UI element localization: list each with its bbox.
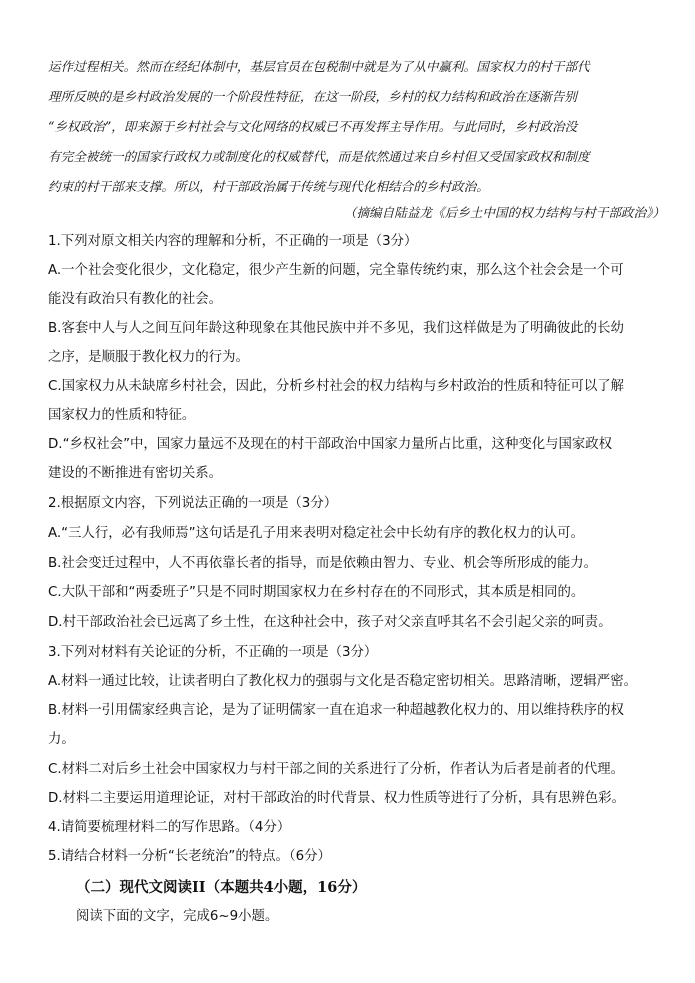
option-1b: B.客套中人与人之间互问年龄这种现象在其他民族中并不多见，我们这样做是为了明确彼此的长幼 <box>48 321 624 336</box>
option-3b: B.材料一引用儒家经典言论，是为了证明儒家一直在追求一种超越教化权力的、用以维持秩序的权 <box>48 703 624 718</box>
section-title: （二）现代文阅读II（本题共4小题，16分） <box>76 879 367 896</box>
passage-source: （摘编自陆益龙《后乡土中国的权力结构与村干部政治》） <box>343 205 665 220</box>
option-2d: D.村干部政治社会已远离了乡土性，在这种社会中，孩子对父亲直呼其名不会引起父亲的呵责。 <box>48 615 612 630</box>
passage-line: 有完全被统一的国家行政权力或制度化的权威替代，而是依然通过来自乡村但又受国家政权和制度 <box>48 149 590 164</box>
option-2a: A.“三人行，必有我师焉”这句话是孔子用来表明对稳定社会中长幼有序的教化权力的认可。 <box>48 526 584 541</box>
option-3a: A.材料一通过比较，让读者明白了教化权力的强弱与文化是否稳定密切相关。思路清晰，逻辑严密。 <box>48 674 637 689</box>
passage-line: 约束的村干部来支撑。所以，村干部政治属于传统与现代化相结合的乡村政治。 <box>48 179 489 194</box>
section-instruction: 阅读下面的文字，完成6~9小题。 <box>76 909 279 924</box>
option-1a: A.一个社会变化很少，文化稳定，很少产生新的问题，完全靠传统约束，那么这个社会会是一个可 <box>48 263 624 278</box>
option-1a-cont: 能没有政治只有教化的社会。 <box>48 292 223 307</box>
question-stem-1: 1.下列对原文相关内容的理解和分析，不正确的一项是（3分） <box>48 234 418 249</box>
option-3c: C.材料二对后乡土社会中国家权力与村干部之间的关系进行了分析，作者认为后者是前者的代理。 <box>48 762 625 777</box>
option-1b-cont: 之序，是顺服于教化权力的行为。 <box>48 350 249 365</box>
option-3d: D.材料二主要运用道理论证，对村干部政治的时代背景、权力性质等进行了分析，具有思辨色彩。 <box>48 791 625 806</box>
option-1c-cont: 国家权力的性质和特征。 <box>48 408 196 423</box>
passage-line: 理所反映的是乡村政治发展的一个阶段性特征，在这一阶段，乡村的权力结构和政治在逐渐告别 <box>48 89 577 104</box>
passage-line: 运作过程相关。然而在经纪体制中，基层官员在包税制中就是为了从中赢利。国家权力的村干部代 <box>48 59 590 74</box>
option-2c: C.大队干部和“两委班子”只是不同时期国家权力在乡村存在的不同形式，其本质是相同的。 <box>48 585 585 600</box>
option-2b: B.社会变迁过程中，人不再依靠长者的指导，而是依赖由智力、专业、机会等所形成的能力。 <box>48 556 598 571</box>
option-1d: D.“乡权社会”中，国家力量远不及现在的村干部政治中国家力量所占比重，这种变化与国家政权 <box>48 437 613 452</box>
question-stem-2: 2.根据原文内容，下列说法正确的一项是（3分） <box>48 496 338 511</box>
question-stem-3: 3.下列对材料有关论证的分析，不正确的一项是（3分） <box>48 645 378 660</box>
option-1c: C.国家权力从未缺席乡村社会，因此，分析乡村社会的权力结构与乡村政治的性质和特征可以了解 <box>48 379 625 394</box>
question-stem-5: 5.请结合材料一分析“长老统治”的特点。（6分） <box>48 849 331 864</box>
question-stem-4: 4.请简要梳理材料二的写作思路。（4分） <box>48 820 291 835</box>
option-3b-cont: 力。 <box>48 732 75 747</box>
passage-line: “乡权政治”，即来源于乡村社会与文化网络的权威已不再发挥主导作用。与此同时，乡村政治没 <box>48 119 578 134</box>
option-1d-cont: 建设的不断推进有密切关系。 <box>48 466 223 481</box>
